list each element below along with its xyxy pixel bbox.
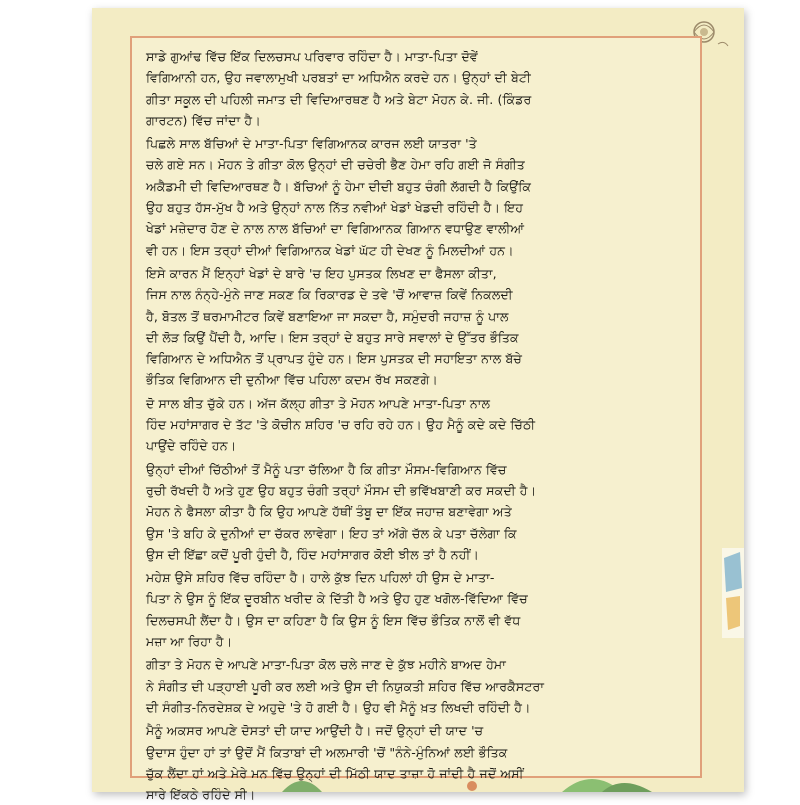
paragraph-3: ਇਸੇ ਕਾਰਨ ਮੈਂ ਇਨ੍ਹਾਂ ਖੇਡਾਂ ਦੇ ਬਾਰੇ 'ਚ ਇਹ ਪੁਸਤਕ ਲਿਖਣ ਦਾ ਫੈਸਲਾ ਕੀਤਾ, ਜਿਸ ਨਾਲ ਨੰਨ੍ਹੇ-ਮੁੰਨੇ ਜਾਣ ਸਕਣ ਕਿ ਰਿਕਾਰਡ ਦੇ ਤਵੇ 'ਚੋਂ ਆਵਾਜ਼ ਕਿਵੇਂ ਨਿਕਲਦੀ ਹੈ, ਬੋਤਲ ਤੋਂ ਥਰਮਾਮੀਟਰ ਕਿਵੇਂ ਬਣਾਇਆ ਜਾ ਸਕਦਾ ਹੈ, ਸਮੁੰਦਰੀ ਜਹਾਜ਼ ਨੂੰ ਪਾਲ ਦੀ ਲੋੜ ਕਿਉਂ ਪੈਂਦੀ ਹੈ, ਆਦਿ। ਇਸ ਤਰ੍ਹਾਂ ਦੇ ਬਹੁਤ ਸਾਰੇ ਸਵਾਲਾਂ ਦੇ ਉੱਤਰ ਭੌਤਿਕ ਵਿਗਿਆਨ ਦੇ ਅਧਿਐਨ ਤੋਂ ਪ੍ਰਾਪਤ ਹੁੰਦੇ ਹਨ। ਇਸ ਪੁਸਤਕ ਦੀ ਸਹਾਇਤਾ ਨਾਲ ਬੱਚੇ ਭੌਤਿਕ ਵਿਗਿਆਨ ਦੀ ਦੁਨੀਆ ਵਿੱਚ ਪਹਿਲਾ ਕਦਮ ਰੱਖ ਸਕਣਗੇ। xyxy=(146,265,523,388)
paragraph-4: ਦੋ ਸਾਲ ਬੀਤ ਚੁੱਕੇ ਹਨ। ਅੱਜ ਕੱਲ੍ਹ ਗੀਤਾ ਤੇ ਮੋਹਨ ਆਪਣੇ ਮਾਤਾ-ਪਿਤਾ ਨਾਲ ਹਿੰਦ ਮਹਾਂਸਾਗਰ ਦੇ ਤੱਟ 'ਤੇ ਕੋਚੀਨ ਸ਼ਹਿਰ 'ਚ ਰਹਿ ਰਹੇ ਹਨ। ਉਹ ਮੈਨੂੰ ਕਦੇ ਕਦੇ ਚਿੱਠੀ ਪਾਉਂਦੇ ਰਹਿੰਦੇ ਹਨ। xyxy=(146,395,536,454)
side-decoration-illustration xyxy=(710,548,744,638)
paragraph-2: ਪਿਛਲੇ ਸਾਲ ਬੱਚਿਆਂ ਦੇ ਮਾਤਾ-ਪਿਤਾ ਵਿਗਿਆਨਕ ਕਾਰਜ ਲਈ ਯਾਤਰਾ 'ਤੇ ਚਲੇ ਗਏ ਸਨ। ਮੋਹਨ ਤੇ ਗੀਤਾ ਕੋਲ ਉਨ੍ਹਾਂ ਦੀ ਚਚੇਰੀ ਭੈਣ ਹੇਮਾ ਰਹਿ ਗਈ ਜੋ ਸੰਗੀਤ ਅਕੈਡਮੀ ਦੀ ਵਿਦਿਆਰਥਣ ਹੈ। ਬੱਚਿਆਂ ਨੂੰ ਹੇਮਾ ਦੀਦੀ ਬਹੁਤ ਚੰਗੀ ਲੱਗਦੀ ਹੈ ਕਿਉਂਕਿ ਉਹ ਬਹੁਤ ਹੱਸ-ਮੁੱਖ ਹੈ ਅਤੇ ਉਨ੍ਹਾਂ ਨਾਲ ਨਿੱਤ ਨਵੀਆਂ ਖੇਡਾਂ ਖੇਡਦੀ ਰਹਿੰਦੀ ਹੈ। ਇਹ ਖੇਡਾਂ ਮਜ਼ੇਦਾਰ ਹੋਣ ਦੇ ਨਾਲ ਨਾਲ ਬੱਚਿਆਂ ਦਾ ਵਿਗਿਆਨਕ ਗਿਆਨ ਵਧਾਉਣ ਵਾਲੀਆਂ ਵੀ ਹਨ। ਇਸ ਤਰ੍ਹਾਂ ਦੀਆਂ ਵਿਗਿਆਨਕ ਖੇਡਾਂ ਘੱਟ ਹੀ ਦੇਖਣ ਨੂੰ ਮਿਲਦੀਆਂ ਹਨ। xyxy=(146,136,532,258)
text-frame xyxy=(130,36,702,803)
paragraph-1: ਸਾਡੇ ਗੁਆਂਢ ਵਿੱਚ ਇੱਕ ਦਿਲਚਸਪ ਪਰਿਵਾਰ ਰਹਿੰਦਾ ਹੈ। ਮਾਤਾ-ਪਿਤਾ ਦੋਵੇਂ ਵਿਗਿਆਨੀ ਹਨ, ਉਹ ਜਵਾਲਾਮੁਖੀ ਪਰਬਤਾਂ ਦਾ ਅਧਿਐਨ ਕਰਦੇ ਹਨ। ਉਨ੍ਹਾਂ ਦੀ ਬੇਟੀ ਗੀਤਾ ਸਕੂਲ ਦੀ ਪਹਿਲੀ ਜਮਾਤ ਦੀ ਵਿਦਿਆਰਥਣ ਹੈ ਅਤੇ ਬੇਟਾ ਮੋਹਨ ਕੇ. ਜੀ. (ਕਿੰਡਰ ਗਾਰਟਨ) ਵਿੱਚ ਜਾਂਦਾ ਹੈ। xyxy=(146,49,532,128)
paragraph-7: ਗੀਤਾ ਤੇ ਮੋਹਨ ਦੇ ਆਪਣੇ ਮਾਤਾ-ਪਿਤਾ ਕੋਲ ਚਲੇ ਜਾਣ ਦੇ ਕੁੱਝ ਮਹੀਨੇ ਬਾਅਦ ਹੇਮਾ ਨੇ ਸੰਗੀਤ ਦੀ ਪੜ੍ਹਾਈ ਪੂਰੀ ਕਰ ਲਈ ਅਤੇ ਉਸ ਦੀ ਨਿਯੁਕਤੀ ਸ਼ਹਿਰ ਵਿੱਚ ਆਰਕੈਸਟਰਾ ਦੀ ਸੰਗੀਤ-ਨਿਰਦੇਸ਼ਕ ਦੇ ਅਹੁਦੇ 'ਤੇ ਹੋ ਗਈ ਹੈ। ਉਹ ਵੀ ਮੈਨੂੰ ਖ਼ਤ ਲਿਖਦੀ ਰਹਿੰਦੀ ਹੈ। xyxy=(146,657,545,715)
book-page xyxy=(92,8,744,803)
paragraph-8: ਮੈਨੂੰ ਅਕਸਰ ਆਪਣੇ ਦੋਸਤਾਂ ਦੀ ਯਾਦ ਆਉਂਦੀ ਹੈ। ਜਦੋਂ ਉਨ੍ਹਾਂ ਦੀ ਯਾਦ 'ਚ ਉਦਾਸ ਹੁੰਦਾ ਹਾਂ ਤਾਂ ਉਦੋਂ ਮੈਂ ਕਿਤਾਬਾਂ ਦੀ ਅਲਮਾਰੀ 'ਚੋਂ "ਨੰਨੇ-ਮੁੰਨਿਆਂ ਲਈ ਭੌਤਿਕ ਚੁੱਕ ਲੈਂਦਾ ਹਾਂ ਅਤੇ ਮੇਰੇ ਮਨ ਵਿੱਚ ਉਨ੍ਹਾਂ ਦੀ ਮਿੱਠੀ ਯਾਦ ਤਾਜ਼ਾ ਹੋ ਜਾਂਦੀ ਹੈ ਜਦੋਂ ਅਸੀਂ ਸਾਰੇ ਇੱਕਠੇ ਰਹਿੰਦੇ ਸੀ। xyxy=(146,723,524,803)
paragraph-6: ਮਹੇਸ਼ ਉਸੇ ਸ਼ਹਿਰ ਵਿੱਚ ਰਹਿੰਦਾ ਹੈ। ਹਾਲੇ ਕੁੱਝ ਦਿਨ ਪਹਿਲਾਂ ਹੀ ਉਸ ਦੇ ਮਾਤਾ- ਪਿਤਾ ਨੇ ਉਸ ਨੂੰ ਇੱਕ ਦੂਰਬੀਨ ਖਰੀਦ ਕੇ ਦਿੱਤੀ ਹੈ ਅਤੇ ਉਹ ਹੁਣ ਖਗੋਲ-ਵਿੱਦਿਆ ਵਿੱਚ ਦਿਲਚਸਪੀ ਲੈਂਦਾ ਹੈ। ਉਸ ਦਾ ਕਹਿਣਾ ਹੈ ਕਿ ਉਸ ਨੂੰ ਇਸ ਵਿੱਚ ਭੌਤਿਕ ਨਾਲੋਂ ਵੀ ਵੱਧ ਮਜ਼ਾ ਆ ਰਿਹਾ ਹੈ। xyxy=(146,570,528,650)
paragraph-5: ਉਨ੍ਹਾਂ ਦੀਆਂ ਚਿੱਠੀਆਂ ਤੋਂ ਮੈਨੂੰ ਪਤਾ ਚੱਲਿਆ ਹੈ ਕਿ ਗੀਤਾ ਮੌਸਮ-ਵਿਗਿਆਨ ਵਿੱਚ ਰੁਚੀ ਰੱਖਦੀ ਹੈ ਅਤੇ ਹੁਣ ਉਹ ਬਹੁਤ ਚੰਗੀ ਤਰ੍ਹਾਂ ਮੌਸਮ ਦੀ ਭਵਿੱਖਬਾਣੀ ਕਰ ਸਕਦੀ ਹੈ। ਮੋਹਨ ਨੇ ਫੈਸਲਾ ਕੀਤਾ ਹੈ ਕਿ ਉਹ ਆਪਣੇ ਹੱਥੀਂ ਤੰਬੂ ਦਾ ਇੱਕ ਜਹਾਜ਼ ਬਣਾਵੇਗਾ ਅਤੇ ਉਸ 'ਤੇ ਬਹਿ ਕੇ ਦੁਨੀਆਂ ਦਾ ਚੱਕਰ ਲਾਵੇਗਾ। ਇਹ ਤਾਂ ਅੱਗੇ ਚੱਲ ਕੇ ਪਤਾ ਚੱਲੇਗਾ ਕਿ ਉਸ ਦੀ ਇੱਛਾ ਕਦੋਂ ਪੂਰੀ ਹੁੰਦੀ ਹੈ, ਹਿੰਦ ਮਹਾਂਸਾਗਰ ਕੋਈ ਝੀਲ ਤਾਂ ਹੈ ਨਹੀਂ। xyxy=(146,461,537,562)
